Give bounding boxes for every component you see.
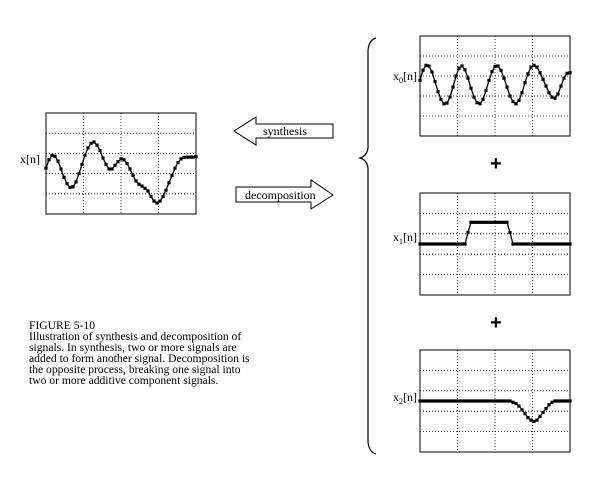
data-point [125, 162, 128, 165]
data-point [496, 221, 499, 224]
data-point [173, 167, 176, 170]
data-point [535, 66, 538, 69]
data-point [155, 201, 158, 204]
data-point [538, 415, 541, 418]
data-point [493, 399, 496, 402]
data-point [59, 167, 62, 170]
data-point [134, 179, 137, 182]
data-point [481, 221, 484, 224]
data-point [502, 221, 505, 224]
data-point [556, 399, 559, 402]
data-point [433, 399, 436, 402]
data-point [113, 164, 116, 167]
data-point [559, 242, 562, 245]
data-point [80, 163, 83, 166]
data-point [499, 69, 502, 72]
data-point [65, 182, 68, 185]
plot-x0 [418, 36, 571, 136]
data-point [445, 242, 448, 245]
data-point [538, 242, 541, 245]
data-point [433, 242, 436, 245]
data-point [62, 176, 65, 179]
data-point [556, 92, 559, 95]
data-point [463, 68, 466, 71]
data-point [98, 149, 101, 152]
data-point [487, 399, 490, 402]
brace [360, 38, 376, 454]
data-point [562, 242, 565, 245]
data-point [472, 96, 475, 99]
caption-line-3: added to form another signal. Decomposition is [29, 352, 250, 365]
label-x0: $x_0[n]$ [393, 69, 417, 85]
data-point [544, 407, 547, 410]
data-point [553, 242, 556, 245]
data-point [484, 399, 487, 402]
data-point [460, 399, 463, 402]
data-point [529, 419, 532, 422]
data-point [460, 242, 463, 245]
data-point [469, 87, 472, 90]
plus-sign-2: + [490, 312, 502, 334]
data-point [511, 242, 514, 245]
label-xn: x[n] [20, 152, 40, 166]
data-point [517, 242, 520, 245]
data-point [508, 399, 511, 402]
data-point [191, 156, 194, 159]
data-point [424, 399, 427, 402]
caption-line-2: signals. In synthesis, two or more signals are [29, 341, 237, 354]
data-point [439, 242, 442, 245]
data-point [131, 174, 134, 177]
data-point [568, 242, 571, 245]
data-point [430, 70, 433, 73]
data-point [505, 399, 508, 402]
data-point [511, 401, 514, 404]
data-point [508, 94, 511, 97]
data-point [451, 399, 454, 402]
data-point [499, 221, 502, 224]
data-point [77, 172, 80, 175]
data-point [74, 180, 77, 183]
data-point [538, 71, 541, 74]
data-point [547, 403, 550, 406]
data-point [553, 97, 556, 100]
data-point [149, 195, 152, 198]
data-point [122, 158, 125, 161]
data-point [439, 399, 442, 402]
figure-caption [29, 320, 274, 386]
data-point [505, 221, 508, 224]
data-point [550, 96, 553, 99]
data-point [532, 64, 535, 67]
data-point [107, 167, 110, 170]
data-point [517, 405, 520, 408]
data-point [457, 399, 460, 402]
data-point [161, 195, 164, 198]
data-point [421, 69, 424, 72]
data-point [433, 80, 436, 83]
data-point [430, 399, 433, 402]
data-point [445, 102, 448, 105]
data-point [568, 399, 571, 402]
data-point [83, 154, 86, 157]
data-point [493, 221, 496, 224]
data-point [487, 221, 490, 224]
data-point [478, 399, 481, 402]
data-point [89, 142, 92, 145]
data-point [529, 66, 532, 69]
data-point [520, 242, 523, 245]
data-point [421, 242, 424, 245]
data-point [466, 77, 469, 80]
data-point [436, 399, 439, 402]
data-point [463, 399, 466, 402]
data-point [152, 200, 155, 203]
data-point [562, 399, 565, 402]
data-point [508, 231, 511, 234]
data-point [472, 399, 475, 402]
label-x1: $x_1[n]$ [393, 230, 417, 246]
data-point [454, 242, 457, 245]
data-point [529, 242, 532, 245]
data-point [532, 242, 535, 245]
data-point [520, 91, 523, 94]
data-point [502, 399, 505, 402]
data-point [95, 144, 98, 147]
data-point [104, 163, 107, 166]
data-point [448, 96, 451, 99]
data-point [68, 186, 71, 189]
data-point [439, 98, 442, 101]
data-point [541, 242, 544, 245]
caption-line-5: two or more additive component signals. [29, 374, 219, 387]
synthesis-label: synthesis [263, 124, 308, 138]
data-point [523, 412, 526, 415]
data-point [167, 181, 170, 184]
data-point [475, 221, 478, 224]
data-point [454, 74, 457, 77]
data-point [487, 79, 490, 82]
data-point [424, 64, 427, 67]
data-point [550, 242, 553, 245]
data-point [442, 399, 445, 402]
data-point [553, 399, 556, 402]
data-point [71, 185, 74, 188]
data-point [119, 157, 122, 160]
data-point [565, 242, 568, 245]
data-point [164, 189, 167, 192]
data-point [520, 408, 523, 411]
data-point [481, 98, 484, 101]
data-point [451, 86, 454, 89]
data-point [475, 101, 478, 104]
data-point [547, 242, 550, 245]
data-point [421, 399, 424, 402]
data-point [442, 242, 445, 245]
decomposition-label: decomposition [245, 188, 316, 202]
data-point [179, 157, 182, 160]
caption-line-1: Illustration of synthesis and decomposition of [29, 330, 242, 343]
data-point [128, 167, 131, 170]
data-point [50, 154, 53, 157]
data-point [44, 167, 47, 170]
data-point [47, 158, 50, 161]
data-point [535, 242, 538, 245]
data-point [170, 174, 173, 177]
data-point [427, 64, 430, 67]
data-point [110, 167, 113, 170]
data-point [496, 399, 499, 402]
data-point [484, 221, 487, 224]
data-point [496, 64, 499, 67]
data-point [158, 200, 161, 203]
data-point [86, 146, 89, 149]
synthesis-arrow [234, 117, 333, 145]
data-point [514, 242, 517, 245]
data-point [559, 399, 562, 402]
data-point [56, 160, 59, 163]
data-point [418, 79, 421, 82]
data-point [116, 160, 119, 163]
data-point [92, 140, 95, 143]
data-point [185, 156, 188, 159]
data-point [427, 242, 430, 245]
data-point [478, 102, 481, 105]
data-point [143, 187, 146, 190]
data-point [502, 77, 505, 80]
data-point [493, 65, 496, 68]
data-point [436, 242, 439, 245]
data-point [137, 183, 140, 186]
data-point [466, 231, 469, 234]
data-point [541, 78, 544, 81]
data-point [559, 84, 562, 87]
caption-title: FIGURE 5-10 [29, 319, 96, 332]
data-point [418, 399, 421, 402]
data-point [562, 77, 565, 80]
data-point [451, 242, 454, 245]
data-point [469, 399, 472, 402]
caption-line-4: the opposite process, breaking one signal into [29, 363, 241, 376]
data-point [556, 242, 559, 245]
data-point [436, 90, 439, 93]
data-point [514, 402, 517, 405]
plot-x [44, 113, 197, 214]
data-point [568, 71, 571, 74]
data-point [460, 64, 463, 67]
data-point [188, 156, 191, 159]
data-point [448, 399, 451, 402]
plot-x2 [418, 350, 571, 452]
data-point [469, 221, 472, 224]
data-point [481, 399, 484, 402]
data-point [478, 221, 481, 224]
data-point [535, 419, 538, 422]
data-point [523, 242, 526, 245]
data-point [565, 72, 568, 75]
data-point [511, 100, 514, 103]
data-point [490, 70, 493, 73]
data-point [514, 102, 517, 105]
data-point [472, 221, 475, 224]
data-point [427, 399, 430, 402]
data-point [475, 399, 478, 402]
data-point [526, 72, 529, 75]
data-point [466, 399, 469, 402]
data-point [194, 155, 197, 158]
data-point [490, 221, 493, 224]
plot-x1 [418, 193, 571, 295]
data-point [430, 242, 433, 245]
data-point [445, 399, 448, 402]
data-point [523, 81, 526, 84]
data-point [547, 91, 550, 94]
data-point [448, 242, 451, 245]
data-point [140, 185, 143, 188]
data-point [454, 399, 457, 402]
data-point [442, 102, 445, 105]
data-point [505, 86, 508, 89]
plus-sign-1: + [490, 153, 502, 175]
data-point [101, 156, 104, 159]
data-point [418, 242, 421, 245]
data-point [517, 99, 520, 102]
label-x2: $x_2[n]$ [393, 390, 417, 406]
data-point [499, 399, 502, 402]
data-point [463, 242, 466, 245]
data-point [457, 242, 460, 245]
data-point [526, 242, 529, 245]
data-point [490, 399, 493, 402]
data-point [550, 401, 553, 404]
data-point [484, 89, 487, 92]
data-point [182, 156, 185, 159]
data-point [457, 67, 460, 70]
data-point [146, 189, 149, 192]
data-point [541, 411, 544, 414]
data-point [53, 155, 56, 158]
data-point [176, 161, 179, 164]
data-point [526, 416, 529, 419]
data-point [544, 84, 547, 87]
data-point [544, 242, 547, 245]
decomposition-arrow [236, 180, 333, 209]
data-point [532, 420, 535, 423]
data-point [565, 399, 568, 402]
data-point [424, 242, 427, 245]
